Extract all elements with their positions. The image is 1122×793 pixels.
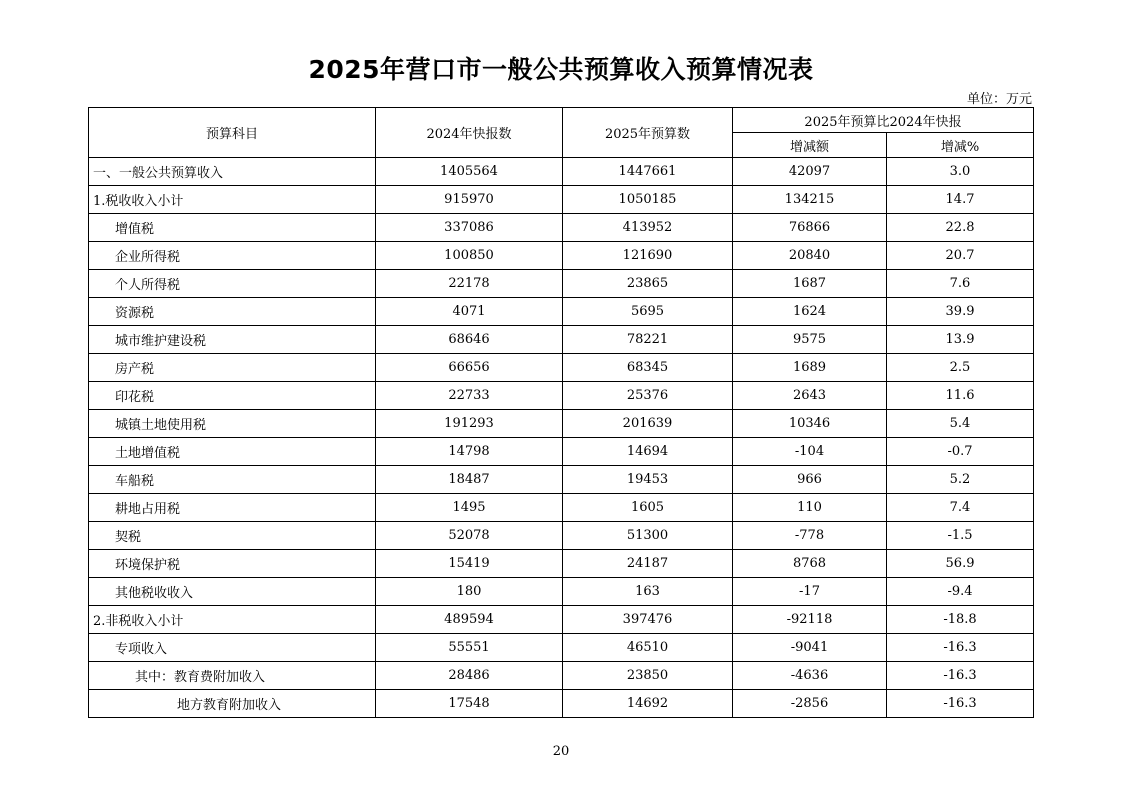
row-quick-2024: 52078 — [376, 522, 563, 550]
row-change-pct: -18.8 — [887, 606, 1034, 634]
table-row — [89, 606, 1034, 634]
row-change-pct: -16.3 — [887, 690, 1034, 718]
table-row — [89, 298, 1034, 326]
row-quick-2024: 1405564 — [376, 158, 563, 186]
row-quick-2024: 180 — [376, 578, 563, 606]
row-change-pct: -16.3 — [887, 662, 1034, 690]
row-quick-2024: 337086 — [376, 214, 563, 242]
row-budget-2025: 51300 — [563, 522, 733, 550]
row-subject: 专项收入 — [89, 634, 376, 662]
row-subject: 耕地占用税 — [89, 494, 376, 522]
table-row — [89, 270, 1034, 298]
row-change-amount: 20840 — [733, 242, 887, 270]
row-budget-2025: 14692 — [563, 690, 733, 718]
row-change-pct: 20.7 — [887, 242, 1034, 270]
row-subject: 环境保护税 — [89, 550, 376, 578]
row-change-amount: 1689 — [733, 354, 887, 382]
row-change-pct: 5.4 — [887, 410, 1034, 438]
page-number: 20 — [552, 744, 570, 759]
row-change-pct: 22.8 — [887, 214, 1034, 242]
row-subject: 印花税 — [89, 382, 376, 410]
row-quick-2024: 66656 — [376, 354, 563, 382]
row-change-amount: -778 — [733, 522, 887, 550]
table-header — [89, 108, 1034, 158]
row-quick-2024: 22178 — [376, 270, 563, 298]
row-budget-2025: 1050185 — [563, 186, 733, 214]
row-budget-2025: 23865 — [563, 270, 733, 298]
row-budget-2025: 25376 — [563, 382, 733, 410]
row-change-amount: -4636 — [733, 662, 887, 690]
row-subject: 地方教育附加收入 — [89, 690, 376, 718]
row-subject: 城镇土地使用税 — [89, 410, 376, 438]
row-subject: 城市维护建设税 — [89, 326, 376, 354]
table-body — [89, 158, 1034, 718]
header-subject: 预算科目 — [89, 108, 376, 158]
row-budget-2025: 413952 — [563, 214, 733, 242]
row-change-amount: 1624 — [733, 298, 887, 326]
table-row — [89, 242, 1034, 270]
unit-label: 单位：万元 — [966, 92, 1032, 107]
row-change-amount: 110 — [733, 494, 887, 522]
row-subject: 资源税 — [89, 298, 376, 326]
row-quick-2024: 18487 — [376, 466, 563, 494]
row-budget-2025: 78221 — [563, 326, 733, 354]
header-change-pct: 增减% — [887, 133, 1034, 158]
row-change-pct: 14.7 — [887, 186, 1034, 214]
row-budget-2025: 1605 — [563, 494, 733, 522]
row-quick-2024: 17548 — [376, 690, 563, 718]
row-quick-2024: 28486 — [376, 662, 563, 690]
row-change-pct: 13.9 — [887, 326, 1034, 354]
row-quick-2024: 191293 — [376, 410, 563, 438]
table-row — [89, 662, 1034, 690]
row-subject: 房产税 — [89, 354, 376, 382]
row-quick-2024: 15419 — [376, 550, 563, 578]
row-quick-2024: 1495 — [376, 494, 563, 522]
row-quick-2024: 489594 — [376, 606, 563, 634]
row-subject: 其他税收收入 — [89, 578, 376, 606]
row-change-pct: 3.0 — [887, 158, 1034, 186]
row-change-amount: -92118 — [733, 606, 887, 634]
table-row — [89, 550, 1034, 578]
row-change-amount: 76866 — [733, 214, 887, 242]
row-budget-2025: 397476 — [563, 606, 733, 634]
row-subject: 车船税 — [89, 466, 376, 494]
row-subject: 1.税收收入小计 — [89, 186, 376, 214]
row-change-pct: 11.6 — [887, 382, 1034, 410]
table-row — [89, 158, 1034, 186]
row-budget-2025: 1447661 — [563, 158, 733, 186]
table-row — [89, 326, 1034, 354]
row-quick-2024: 55551 — [376, 634, 563, 662]
row-change-amount: 1687 — [733, 270, 887, 298]
table-row — [89, 354, 1034, 382]
table-row — [89, 438, 1034, 466]
header-quick-2024: 2024年快报数 — [376, 108, 563, 158]
row-budget-2025: 19453 — [563, 466, 733, 494]
row-budget-2025: 5695 — [563, 298, 733, 326]
row-change-amount: -17 — [733, 578, 887, 606]
row-change-pct: 39.9 — [887, 298, 1034, 326]
row-quick-2024: 68646 — [376, 326, 563, 354]
row-budget-2025: 68345 — [563, 354, 733, 382]
table-row — [89, 186, 1034, 214]
row-change-amount: 10346 — [733, 410, 887, 438]
table-row — [89, 466, 1034, 494]
row-subject: 土地增值税 — [89, 438, 376, 466]
header-change-amount: 增减额 — [733, 133, 887, 158]
header-budget-2025: 2025年预算数 — [563, 108, 733, 158]
row-budget-2025: 24187 — [563, 550, 733, 578]
row-budget-2025: 121690 — [563, 242, 733, 270]
row-change-amount: 966 — [733, 466, 887, 494]
row-change-pct: 7.6 — [887, 270, 1034, 298]
row-change-pct: -16.3 — [887, 634, 1034, 662]
row-change-amount: 42097 — [733, 158, 887, 186]
row-change-pct: 2.5 — [887, 354, 1034, 382]
table-row — [89, 690, 1034, 718]
row-change-pct: -9.4 — [887, 578, 1034, 606]
row-change-amount: 2643 — [733, 382, 887, 410]
row-quick-2024: 4071 — [376, 298, 563, 326]
row-subject: 其中：教育费附加收入 — [89, 662, 376, 690]
table-row — [89, 522, 1034, 550]
page-title: 2025年营口市一般公共预算收入预算情况表 — [308, 55, 814, 84]
row-subject: 企业所得税 — [89, 242, 376, 270]
row-budget-2025: 163 — [563, 578, 733, 606]
row-change-amount: 8768 — [733, 550, 887, 578]
row-change-pct: 5.2 — [887, 466, 1034, 494]
row-change-amount: -2856 — [733, 690, 887, 718]
row-subject: 增值税 — [89, 214, 376, 242]
table-row — [89, 214, 1034, 242]
row-budget-2025: 201639 — [563, 410, 733, 438]
row-change-amount: 9575 — [733, 326, 887, 354]
table-row — [89, 634, 1034, 662]
row-budget-2025: 46510 — [563, 634, 733, 662]
row-change-pct: -1.5 — [887, 522, 1034, 550]
row-change-amount: -9041 — [733, 634, 887, 662]
row-change-pct: -0.7 — [887, 438, 1034, 466]
row-subject: 契税 — [89, 522, 376, 550]
row-quick-2024: 14798 — [376, 438, 563, 466]
row-change-amount: 134215 — [733, 186, 887, 214]
budget-table — [88, 107, 1034, 718]
table-row — [89, 578, 1034, 606]
row-quick-2024: 100850 — [376, 242, 563, 270]
row-budget-2025: 23850 — [563, 662, 733, 690]
row-change-pct: 56.9 — [887, 550, 1034, 578]
row-subject: 2.非税收入小计 — [89, 606, 376, 634]
row-budget-2025: 14694 — [563, 438, 733, 466]
row-change-pct: 7.4 — [887, 494, 1034, 522]
row-subject: 一、一般公共预算收入 — [89, 158, 376, 186]
row-subject: 个人所得税 — [89, 270, 376, 298]
table-row — [89, 494, 1034, 522]
table-row — [89, 382, 1034, 410]
row-quick-2024: 22733 — [376, 382, 563, 410]
header-compare: 2025年预算比2024年快报 — [733, 108, 1034, 133]
table-row — [89, 410, 1034, 438]
row-change-amount: -104 — [733, 438, 887, 466]
row-quick-2024: 915970 — [376, 186, 563, 214]
